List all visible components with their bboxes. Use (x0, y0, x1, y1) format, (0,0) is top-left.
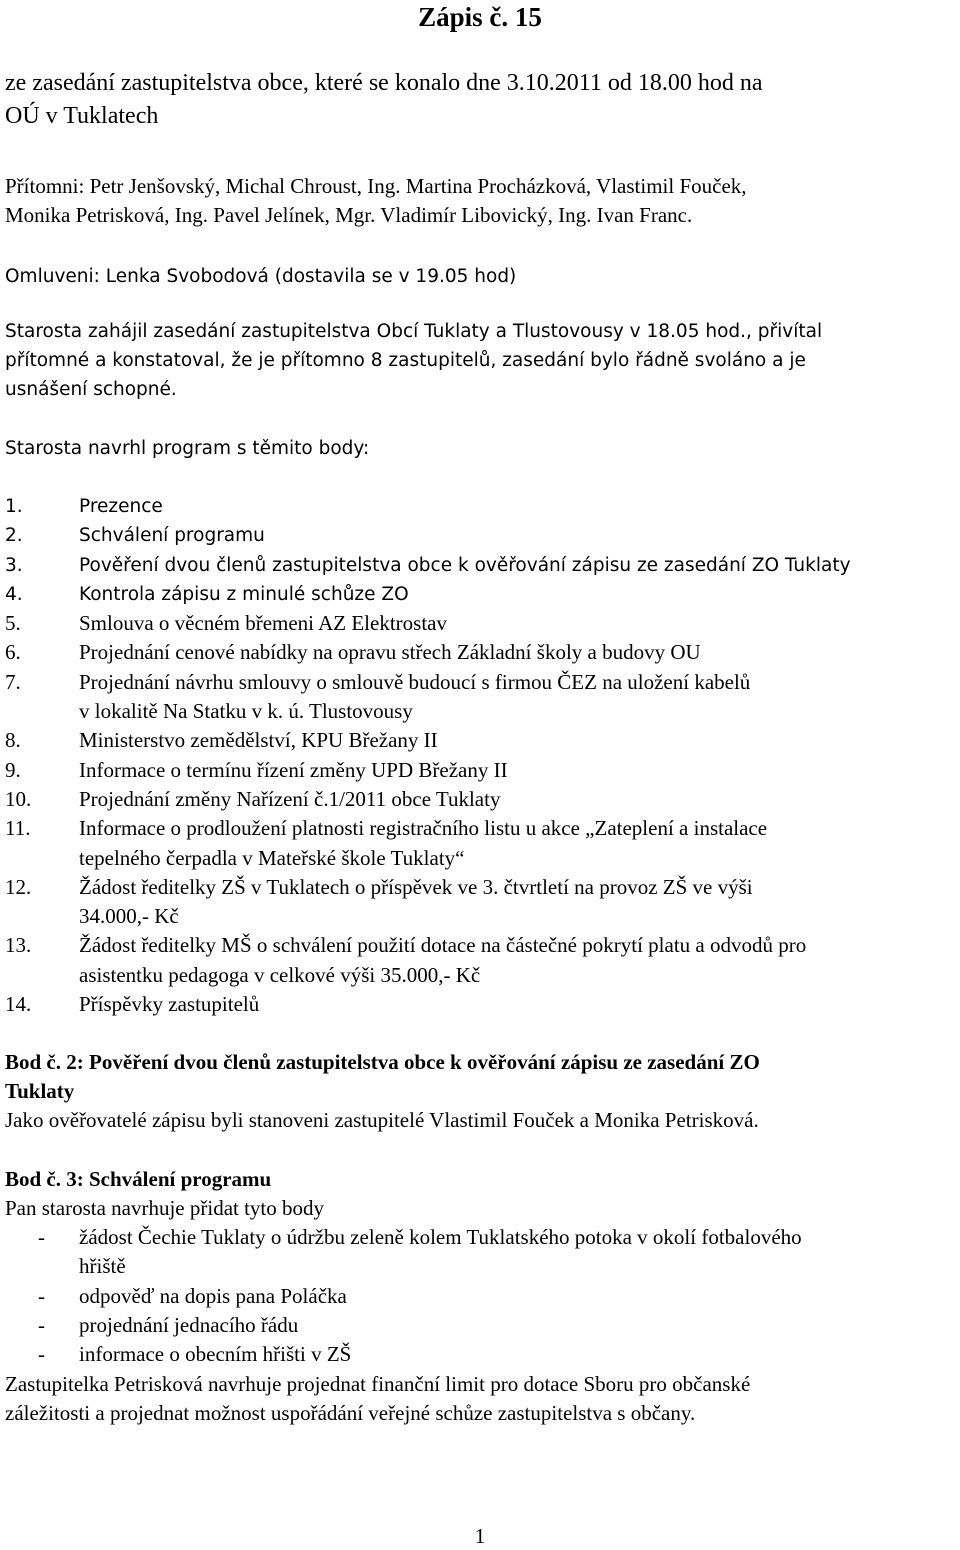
program-item-text: Žádost ředitelky MŠ o schválení použití dotace na částečné pokrytí platu a odvodů pro (79, 933, 807, 958)
opening-paragraph (5, 317, 955, 404)
program-item-text: Schválení programu (79, 525, 265, 547)
bod3-item-text: odpověď na dopis pana Poláčka (79, 1283, 347, 1308)
program-item-text: 34.000,- Kč (79, 904, 179, 929)
program-item (5, 551, 955, 580)
program-item-text: Žádost ředitelky ZŠ v Tuklatech o příspěvek ve 3. čtvrtletí na provoz ZŠ ve výši (79, 874, 753, 899)
program-item-text: Informace o termínu řízení změny UPD Břežany II (79, 757, 508, 782)
program-item-text: Informace o prodloužení platnosti registračního listu u akce „Zateplení a instalace (79, 816, 768, 841)
opening-line: Starosta zahájil zasedání zastupitelstva Obcí Tuklaty a Tlustovousy v 18.05 hod., přivítal (5, 321, 823, 342)
document-title: Zápis č. 15 (418, 2, 542, 32)
program-item-number: 5. (5, 611, 21, 636)
program-item-number: 10. (5, 786, 32, 811)
program-list (5, 492, 955, 1019)
bod3-item-text: informace o obecním hřišti v ZŠ (79, 1342, 352, 1367)
program-item (5, 814, 955, 873)
program-item-number: 13. (5, 933, 32, 958)
program-item-text: Ministerstvo zemědělství, KPU Břežany II (79, 728, 438, 753)
program-item-number: 8. (5, 728, 21, 753)
bod2-heading: Bod č. 2: Pověření dvou členů zastupitelstva obce k ověřování zápisu ze zasedání ZO (5, 1050, 760, 1074)
program-item (5, 521, 955, 550)
bod3-list (5, 1223, 955, 1369)
program-item-text: Projednání cenové nabídky na opravu střech Základní školy a budovy OU (79, 640, 701, 665)
program-item-number: 3. (5, 554, 23, 576)
program-item-number: 2. (5, 525, 23, 547)
program-item-number: 9. (5, 757, 21, 782)
bod3-heading: Bod č. 3: Schválení programu (5, 1167, 272, 1191)
intro-line: OÚ v Tuklatech (5, 103, 159, 129)
bod3-closing-line: Zastupitelka Petrisková navrhuje projednat finanční limit pro dotace Sboru pro občanské (5, 1372, 751, 1396)
program-item-text: Příspěvky zastupitelů (79, 992, 260, 1017)
bod3-item-dash: - (38, 1312, 45, 1337)
program-item-text: Kontrola zápisu z minulé schůze ZO (79, 583, 409, 605)
page-number: 1 (474, 1524, 486, 1548)
program-item-number: 6. (5, 640, 21, 665)
program-item-text: tepelného čerpadla v Mateřské škole Tuklaty“ (79, 845, 465, 870)
opening-line: usnášení schopné. (5, 379, 177, 400)
program-item (5, 931, 955, 990)
bod3-item-text: žádost Čechie Tuklaty o údržbu zeleně kolem Tuklatského potoka v okolí fotbalového (79, 1225, 802, 1249)
program-item (5, 492, 955, 521)
bod3-item-dash: - (38, 1283, 45, 1308)
program-item (5, 668, 955, 727)
program-item-text: Projednání návrhu smlouvy o smlouvě budoucí s firmou ČEZ na uložení kabelů (79, 669, 751, 694)
present-paragraph (5, 172, 955, 230)
bod3-item-dash: - (38, 1225, 45, 1249)
program-item-text: Pověření dvou členů zastupitelstva obce k ověřování zápisu ze zasedání ZO Tuklaty (79, 554, 851, 576)
program-item-number: 1. (5, 496, 23, 517)
program-item (5, 580, 955, 609)
excused-line: Omluveni: Lenka Svobodová (dostavila se v 19.05 hod) (5, 266, 517, 287)
present-line: Přítomni: Petr Jenšovský, Michal Chroust, Ing. Martina Procházková, Vlastimil Fouček, (5, 174, 747, 198)
program-item (5, 638, 955, 667)
bod3-item-dash: - (38, 1342, 45, 1367)
program-intro-line: Starosta navrhl program s těmito body: (5, 438, 370, 459)
bod3-item (5, 1311, 955, 1340)
program-item-number: 11. (5, 816, 31, 841)
bod3-closing-line: záležitosti a projednat možnost uspořádání veřejné schůze zastupitelstva s občany. (5, 1401, 696, 1425)
program-item-text: asistentku pedagoga v celkové výši 35.000,- Kč (79, 962, 481, 987)
program-item (5, 609, 955, 638)
bod3-section (5, 1165, 955, 1223)
bod3-text: Pan starosta navrhuje přidat tyto body (5, 1196, 325, 1220)
intro-line: ze zasedání zastupitelstva obce, které se konalo dne 3.10.2011 od 18.00 hod na (5, 70, 763, 96)
bod2-text: Jako ověřovatelé zápisu byli stanoveni zastupitelé Vlastimil Fouček a Monika Petrisková. (5, 1108, 759, 1132)
program-item-text: v lokalitě Na Statku v k. ú. Tlustovousy (79, 699, 413, 724)
program-item-number: 12. (5, 874, 32, 899)
bod3-item (5, 1340, 955, 1369)
program-item (5, 785, 955, 814)
present-line: Monika Petrisková, Ing. Pavel Jelínek, Mgr. Vladimír Libovický, Ing. Ivan Franc. (5, 203, 693, 227)
program-item (5, 990, 955, 1019)
bod3-item-text: hřiště (79, 1254, 126, 1279)
bod2-section (5, 1048, 955, 1135)
bod3-item (5, 1223, 955, 1282)
program-item (5, 756, 955, 785)
program-item-text: Smlouva o věcném břemeni AZ Elektrostav (79, 611, 447, 636)
intro-paragraph (5, 67, 955, 133)
bod3-closing (5, 1370, 955, 1428)
program-item (5, 873, 955, 932)
bod2-heading: Tuklaty (5, 1079, 75, 1103)
opening-line: přítomné a konstatoval, že je přítomno 8 zastupitelů, zasedání bylo řádně svoláno a je (5, 350, 806, 371)
program-item-number: 4. (5, 583, 23, 605)
bod3-item-text: projednání jednacího řádu (79, 1312, 299, 1337)
program-intro (5, 434, 955, 463)
excused-paragraph (5, 262, 955, 291)
program-item-text: Prezence (79, 496, 163, 517)
program-item (5, 726, 955, 755)
program-item-number: 14. (5, 992, 32, 1017)
program-item-number: 7. (5, 669, 21, 694)
bod3-item (5, 1282, 955, 1311)
program-item-text: Projednání změny Nařízení č.1/2011 obce Tuklaty (79, 786, 501, 811)
